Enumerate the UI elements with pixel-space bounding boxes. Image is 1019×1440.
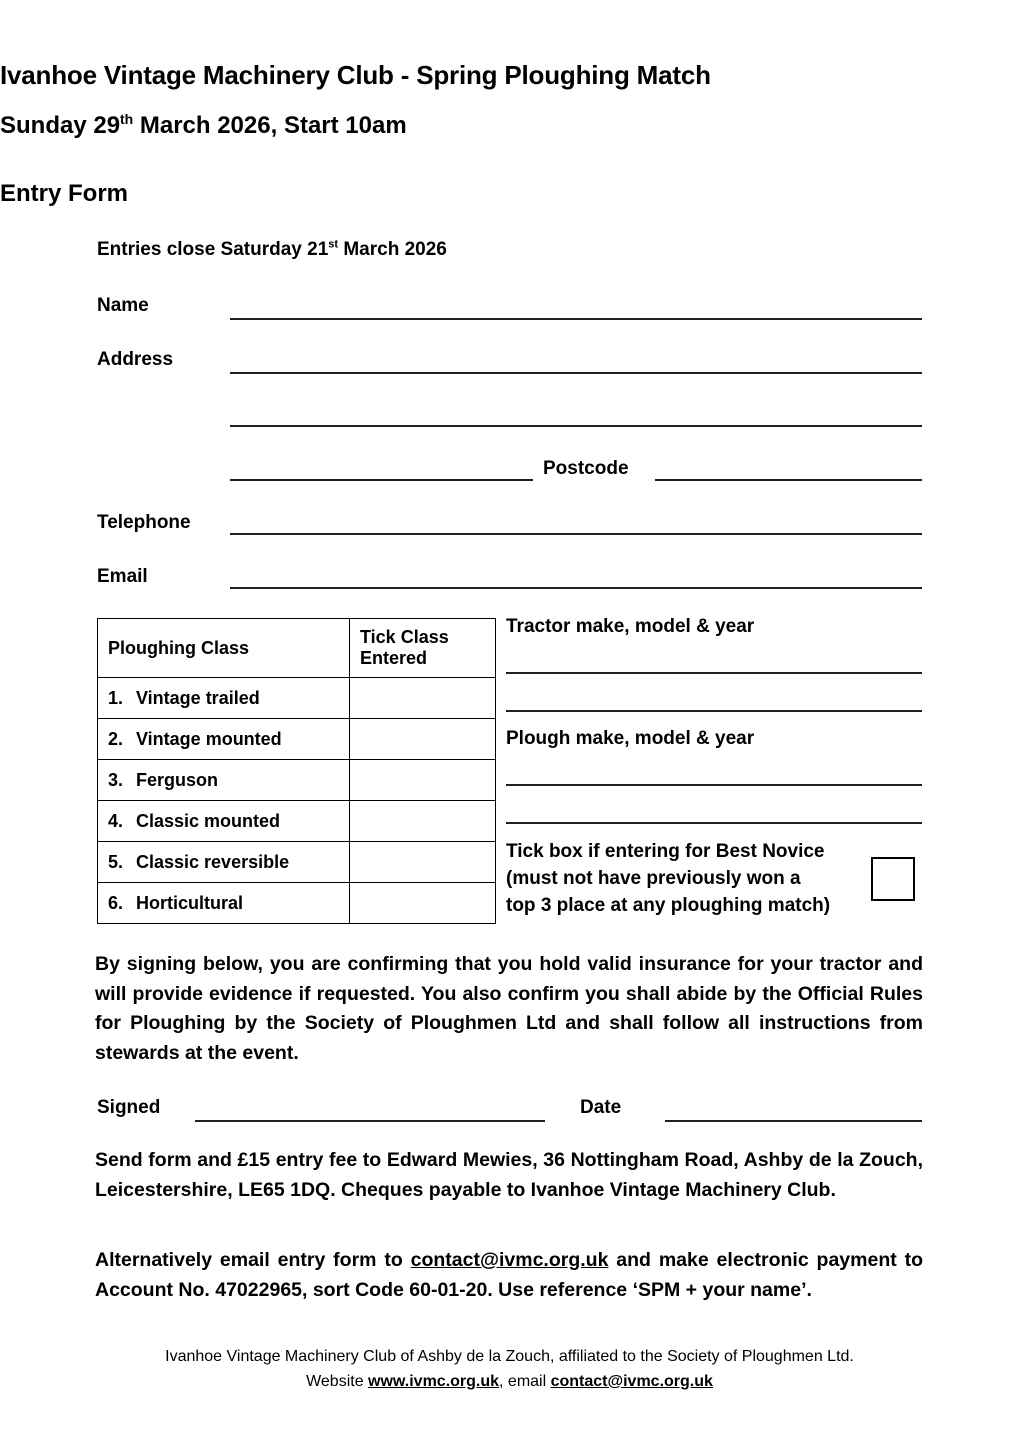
tick-checkbox-cell[interactable]	[350, 842, 496, 883]
tick-checkbox-cell[interactable]	[350, 719, 496, 760]
address-input-line-3[interactable]	[230, 479, 533, 481]
page-footer	[0, 1345, 1019, 1395]
footer-website-link[interactable]: www.ivmc.org.uk	[368, 1372, 500, 1390]
class-label: Vintage mounted	[136, 728, 282, 749]
signed-label: Signed	[97, 1097, 161, 1118]
tick-checkbox-cell[interactable]	[350, 801, 496, 842]
class-label: Classic mounted	[136, 810, 281, 831]
name-label: Name	[97, 295, 149, 316]
footer-email-link[interactable]: contact@ivmc.org.uk	[550, 1372, 713, 1390]
table-header-row	[98, 619, 496, 678]
signature-input-line[interactable]	[195, 1120, 545, 1122]
class-number: 2.	[108, 728, 124, 749]
class-number: 4.	[108, 810, 124, 831]
best-novice-line-1: Tick box if entering for Best Novice	[506, 841, 825, 862]
class-number: 6.	[108, 892, 124, 913]
table-row	[98, 678, 496, 719]
event-date-subtitle	[0, 112, 1019, 140]
electronic-payment-text-before: Alternatively email entry form to	[95, 1249, 411, 1271]
table-row	[98, 760, 496, 801]
page-title: Ivanhoe Vintage Machinery Club - Spring Ploughing Match	[0, 60, 711, 90]
table-row	[98, 842, 496, 883]
column-header-tick-class-entered	[350, 619, 496, 678]
tractor-details-label: Tractor make, model & year	[506, 616, 755, 637]
electronic-payment-paragraph	[95, 1246, 923, 1305]
class-label: Vintage trailed	[136, 687, 260, 708]
address-input-line-1[interactable]	[230, 372, 922, 374]
class-label: Ferguson	[136, 769, 219, 790]
class-name-cell	[98, 801, 350, 842]
footer-contact-line	[0, 1370, 1019, 1395]
tick-checkbox-cell[interactable]	[350, 678, 496, 719]
best-novice-line-2: (must not have previously won a	[506, 867, 801, 889]
declaration-paragraph: By signing below, you are confirming that you hold valid insurance for your tractor and will provide evidence if requested. You also confirm you shall abide by the Official Rules for Ploughing by the Society of Ploughmen Ltd and shall follow all instructions from stewards at the event.	[95, 953, 923, 1064]
email-label: Email	[97, 566, 148, 587]
event-date-suffix: March 2026, Start 10am	[133, 112, 407, 139]
postal-payment-paragraph: Send form and £15 entry fee to Edward Mewies, 36 Nottingham Road, Ashby de la Zouch, Leicestershire, LE65 1DQ. Cheques payable to Ivanhoe Vintage Machinery Club.	[95, 1149, 923, 1201]
entries-close-suffix: March 2026	[338, 239, 447, 260]
tick-checkbox-cell[interactable]	[350, 760, 496, 801]
table-row	[98, 719, 496, 760]
class-label: Horticultural	[136, 892, 244, 913]
email-input-line[interactable]	[230, 587, 922, 589]
footer-affiliation-line: Ivanhoe Vintage Machinery Club of Ashby de la Zouch, affiliated to the Society of Ploughmen Ltd.	[165, 1348, 854, 1365]
class-number: 1.	[108, 687, 124, 708]
electronic-payment-text-after: and make electronic payment to Account No. 47022965, sort Code 60-01-20. Use reference ‘SPM + your name’.	[95, 1249, 923, 1301]
ploughing-class-table	[97, 618, 496, 924]
form-title: Entry Form	[0, 180, 129, 207]
class-name-cell	[98, 678, 350, 719]
address-input-line-2[interactable]	[230, 425, 922, 427]
table-row	[98, 801, 496, 842]
event-date-ordinal-suffix: th	[120, 111, 134, 127]
class-number: 3.	[108, 769, 124, 790]
entries-close-prefix: Entries close Saturday 21	[97, 239, 329, 260]
best-novice-instruction	[506, 839, 861, 920]
footer-website-prefix: Website	[306, 1372, 369, 1390]
footer-email-prefix: , email	[499, 1372, 551, 1390]
postcode-label: Postcode	[543, 458, 629, 479]
best-novice-checkbox[interactable]	[871, 857, 915, 901]
entries-close-notice	[97, 239, 447, 261]
class-label: Classic reversible	[136, 851, 290, 872]
date-label: Date	[580, 1097, 622, 1118]
name-input-line[interactable]	[230, 318, 922, 320]
class-name-cell	[98, 842, 350, 883]
date-input-line[interactable]	[665, 1120, 922, 1122]
entries-close-ordinal-suffix: st	[328, 238, 339, 251]
plough-input-line-2[interactable]	[506, 822, 922, 824]
class-name-cell	[98, 883, 350, 924]
contact-email-link[interactable]: contact@ivmc.org.uk	[410, 1249, 609, 1271]
class-name-cell	[98, 719, 350, 760]
tractor-input-line-2[interactable]	[506, 710, 922, 712]
event-date-prefix: Sunday 29	[0, 112, 121, 139]
tick-checkbox-cell[interactable]	[350, 883, 496, 924]
tick-header-line-1: Tick Class	[360, 627, 449, 647]
best-novice-line-3: top 3 place at any ploughing match)	[506, 894, 831, 916]
class-number: 5.	[108, 851, 124, 872]
postcode-input-line[interactable]	[655, 479, 922, 481]
tractor-input-line-1[interactable]	[506, 672, 922, 674]
plough-details-label: Plough make, model & year	[506, 728, 755, 749]
class-name-cell	[98, 760, 350, 801]
tick-header-line-2: Entered	[360, 648, 428, 668]
table-row	[98, 883, 496, 924]
telephone-input-line[interactable]	[230, 533, 922, 535]
plough-input-line-1[interactable]	[506, 784, 922, 786]
address-label: Address	[97, 349, 174, 370]
column-header-ploughing-class: Ploughing Class	[98, 619, 350, 678]
telephone-label: Telephone	[97, 512, 191, 533]
